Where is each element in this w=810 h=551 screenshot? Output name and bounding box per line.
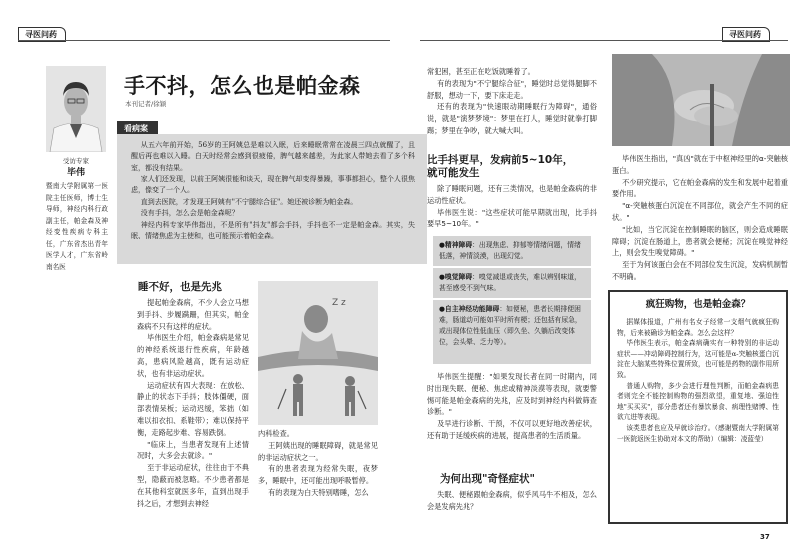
case-box <box>117 134 427 264</box>
symptom-text: ：嗅觉减退或丧失，难以辨别味道，甚至感受不到气味。 <box>439 273 581 292</box>
paragraph: 不少研究提示，它在帕金森病的发生和发展中起着重要作用。 <box>612 177 788 199</box>
section-2-after-text <box>427 371 597 463</box>
paragraph: 毕伟医生提醒："如果发现长者在同一时期内，同时出现失眠、便秘、焦虑或精神淡漠等表现，就要警惕可能是帕金森病的先兆，应及时到神经内科做筛查诊断。" <box>427 372 597 417</box>
symptom-text: ：出现焦虑、抑郁等情绪问题，情绪低落，神情淡漠，出现幻觉。 <box>439 241 581 260</box>
paragraph: 有的表现为白天特别嗜睡，怎么 <box>268 487 369 497</box>
paragraph: 王阿姨出现的睡眠障碍，就是常见的非运动症状之一。 <box>258 440 378 462</box>
symptom-box-1 <box>433 236 591 266</box>
paragraph: 有的患者表现为经常失眠，夜梦多，睡眠中，还可能出现呼吸暂停。 <box>258 464 378 486</box>
sidebar-paragraph: 据媒体报道，广州有名女子经常一支烟气就疯狂购物，后来被确诊为帕金森。怎么会这样？ <box>617 318 779 337</box>
section-heading-3: 为何出现"奇怪症状" <box>440 473 535 485</box>
symptom-box-3 <box>433 300 591 364</box>
symptom-label: ●嗅觉障碍 <box>439 273 473 281</box>
case-paragraph: 神经内科专家毕伟指出，不是所有"抖友"都会手抖，手抖也不一定是帕金森。其实，失眠、情绪焦虑为主使和，也可能预示着帕金森。 <box>131 220 415 241</box>
expert-photo <box>46 66 106 152</box>
section-heading-1: 睡不好，也是先兆 <box>138 281 222 293</box>
section-3-text <box>427 489 597 513</box>
paragraph: 还有的表现为"快速眼动期睡眠行为障碍"，通俗说，就是"演梦梦境"：梦里在打人，睡觉时就拳打脚踢；梦里在争吵，就大喊大叫。 <box>427 102 597 135</box>
column-2-text <box>258 428 378 499</box>
column-3-top-text <box>427 66 597 137</box>
column-tag-right: 寻医问药 <box>722 27 770 42</box>
case-label: 看病案 <box>117 121 158 136</box>
sidebar-title: 疯狂购物，也是帕金森？ <box>645 299 751 310</box>
symptom-label: ●精神障碍 <box>439 241 473 249</box>
case-paragraph: 家人们还发现，以前王阿姨很能和谈天，现在脾气却变得暴躁，事事都担心，整个人很焦虑，像变了一个人。 <box>131 175 415 195</box>
svg-text:Z z: Z z <box>332 298 346 308</box>
symptom-label: ●自主神经功能障碍 <box>439 305 500 313</box>
paragraph: "临床上，当患者发现有上述情况时，大多会去就诊。" <box>137 439 249 461</box>
sidebar-paragraph: 毕伟医生表示，帕金森病确实有一种特别的非运动症状——冲动障碍控制行为，这可能是α-突触核蛋白沉淀在大脑某些特殊位置所致，也可能是药物的副作用所致。 <box>617 339 779 379</box>
section-1-text <box>137 297 249 533</box>
page-number: 37 <box>760 533 770 541</box>
sleep-illustration <box>258 281 378 425</box>
paragraph: 常犯困，甚至正在吃饭就睡着了。 <box>427 67 535 76</box>
column-4-text <box>612 153 788 283</box>
case-paragraph: 没有手抖，怎么会是帕金森呢？ <box>140 209 239 218</box>
paragraph: 失眠、便秘跟帕金森病，似乎风马牛不相及，怎么会是发病先兆？ <box>427 490 597 511</box>
paragraph: 运动症状有四大表现：在放松、静止的状态下手抖；肢体僵硬，面部表情呆板；运动迟缓，笨拙（如难以扣衣扣、系鞋带）；难以保持平衡，走路起步难、容易跌倒。 <box>137 380 249 437</box>
section-heading-2: 比手抖更早，发病前5~10年，就可能发生 <box>427 154 574 179</box>
sidebar-paragraph: 该类患者也应及早就诊治疗。（感谢暨南大学附属第一医院返医生协助对本文的帮助）（编辑：凌蓝莹） <box>617 423 779 443</box>
header-rule-left <box>18 40 390 41</box>
expert-role: 受访专家 <box>63 157 89 165</box>
paragraph: "比如，当它沉淀在控制睡眠的脑区，则会造成睡眠障碍；沉淀在肠道上，患者就会便秘；沉淀在嗅觉神经上，则会发生嗅觉障碍。" <box>612 224 788 258</box>
symptom-box-2 <box>433 268 591 298</box>
paragraph: "α-突触核蛋白沉淀在不同部位，就会产生不同的症状。" <box>612 201 788 222</box>
hands-photo <box>612 54 790 146</box>
header-rule-right <box>420 40 788 41</box>
case-paragraph: 从五六年前开始，56岁的王阿姨总是难以入眠，后来睡眠常常在凌晨三四点就醒了，且醒后再也难以入睡。白天时经常会感到很疲倦，脾气越来越差，为此家人带她去看了多个科室，都没有结果。 <box>131 141 415 172</box>
paragraph: 内科检查。 <box>258 429 294 438</box>
section-2-text <box>427 183 597 230</box>
symptom-text: ：如便秘，患者长期排便困难，肠道动可能如平时所有梗；还包括有尿急，或出现体位性低血压（即久坐、久躺后改变体位，会头晕、乏力等）。 <box>439 305 582 346</box>
paragraph: 有的表现为"不宁腿综合征"，睡觉时总觉得腿脚不舒服，想动一下，要下床走走。 <box>427 78 597 100</box>
paragraph: 至于为何该蛋白会在不同部位发生沉淀，发病机制暂不明确。 <box>612 260 788 281</box>
sidebar-paragraph: 普通人购物，多少会进行理性判断，而帕金森病患者则完全不能控制购物的强烈欲望，重复地、强迫性地"买买买"，部分患者还有暴饮暴食、病理性赌博、性欲亢进等表现。 <box>617 381 779 422</box>
expert-bio: 暨南大学附属第一医院主任医师，博士生导师，神经内科行政副主任，帕金森及神经变性疾病专科主任，广东省杰出青年医学人才，广东省岭南名医 <box>46 182 108 271</box>
paragraph: 毕伟医生说："这些症状可能早期就出现，比手抖要早5~10年。" <box>427 207 597 229</box>
sidebar-box <box>608 290 788 524</box>
column-tag-left: 寻医问药 <box>18 27 66 42</box>
expert-name: 毕伟 <box>66 168 85 178</box>
paragraph: 除了睡眠问题，还有三类情况，也是帕金森病的非运动性症状。 <box>427 184 597 205</box>
paragraph: 至于非运动症状，往往由于不典型，隐蔽而被忽略。不少患者都是在其他科室就医多年，直到出现手抖之后，才想到去神经 <box>137 463 249 508</box>
paragraph: 毕伟医生指出，"真凶"就在于中枢神经里的α-突触核蛋白。 <box>612 154 788 175</box>
paragraph: 毕伟医生介绍，帕金森病是常见的神经系统退行性疾病，年龄越高，患病风险越高，既有运动症状，也有非运动症状。 <box>137 333 249 378</box>
case-paragraph: 直到去医院，才发现王阿姨有"不宁腿综合征"。她还被诊断为帕金森。 <box>140 197 358 206</box>
article-title: 手不抖，怎么也是帕金森 <box>124 74 361 98</box>
paragraph: 提起帕金森病，不少人会立马想到手抖、步履蹒跚，但其实，帕金森病不只有这样的症状。 <box>137 298 249 331</box>
article-byline: 本刊记者/徐颖 <box>125 100 167 108</box>
paragraph: 及早进行诊断、干预，不仅可以更好地改善症状，还有助于延缓疾病的进展，提高患者的生活质量。 <box>427 419 597 440</box>
